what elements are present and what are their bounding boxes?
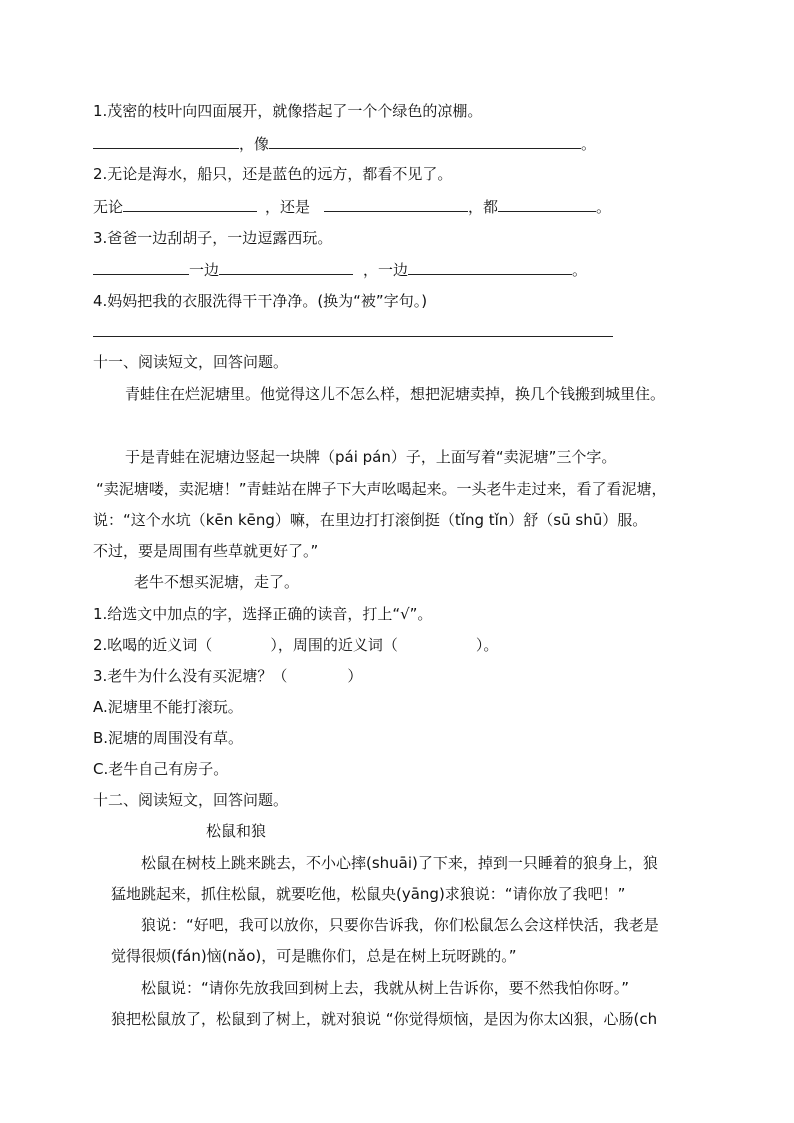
passage-line: 松鼠说：“请你先放我回到树上去，我就从树上告诉你，要不然我怕你呀。” [141,979,630,997]
q4-sentence: 4.妈妈把我的衣服洗得干干净净。(换为“被”字句。) [93,292,428,310]
q1-sentence: 1.茂密的枝叶向四面展开，就像搭起了一个个绿色的凉棚。 [93,102,483,120]
section11-heading: 十一、阅读短文，回答问题。 [93,353,289,371]
q2-word-3: ，都 [468,198,499,216]
passage-line: 松鼠在树枝上跳来跳去，不小心摔(shuāi)了下来，掉到一只睡着的狼身上，狼 [141,854,658,872]
q2-fill-line [93,196,611,217]
answer-blank[interactable] [93,133,239,149]
q1-connector: ，像 [239,135,270,153]
answer-blank[interactable] [93,259,189,275]
passage-line: “卖泥塘喽，卖泥塘！”青蛙站在牌子下大声吆喝起来。一头老牛走过来，看了看泥塘， [96,480,667,498]
answer-blank[interactable] [498,196,596,212]
q2-part-b: ），周围的近义词（ [270,636,398,654]
answer-line[interactable] [93,336,613,337]
answer-blank[interactable] [324,196,468,212]
q2-part-a: 2.吆喝的近义词（ [93,636,213,654]
passage-line: 于是青蛙在泥塘边竖起一块牌（pái pán）子，上面写着“卖泥塘”三个字。 [125,448,617,466]
q2-word-1: 无论 [93,198,124,216]
option-a: A.泥塘里不能打滚玩。 [93,698,243,716]
q3-word-2: ，一边 [363,261,409,279]
passage-line: 老牛不想买泥塘，走了。 [134,573,300,591]
q3-fill-line [93,259,587,280]
s11-question-2 [93,635,498,655]
passage-line: 狼说：“好吧，我可以放你，只要你告诉我，你们松鼠怎么会这样快活，我老是 [141,916,659,934]
answer-blank[interactable] [219,259,353,275]
story-title: 松鼠和狼 [206,822,267,840]
q3-part-b: ） [347,667,363,685]
s11-question-3 [93,666,362,686]
q2-end: 。 [596,198,612,216]
answer-blank[interactable] [408,259,572,275]
answer-blank[interactable] [123,196,257,212]
s11-question-1: 1.给选文中加点的字，选择正确的读音，打上“√”。 [93,605,433,623]
q3-part-a: 3.老牛为什么没有买泥塘？（ [93,667,288,685]
option-c: C.老牛自己有房子。 [93,760,229,778]
section12-heading: 十二、阅读短文，回答问题。 [93,791,289,809]
q2-part-c: ）。 [475,636,499,654]
passage-line: 说：“这个水坑（kēn kēng）嘛，在里边打打滚倒挺（tǐng tǐn）舒（sū shū）服。 [93,511,648,529]
q1-fill-line [93,133,596,154]
q3-sentence: 3.爸爸一边刮胡子，一边逗露西玩。 [93,229,333,247]
q2-sentence: 2.无论是海水，船只，还是蓝色的远方，都看不见了。 [93,165,453,183]
answer-blank[interactable] [269,133,581,149]
q3-word-1: 一边 [189,261,220,279]
passage-line: 猛地跳起来，抓住松鼠，就要吃他，松鼠央(yāng)求狼说：“请你放了我吧！” [111,885,626,903]
passage-line: 狼把松鼠放了，松鼠到了树上，就对狼说 “你觉得烦恼，是因为你太凶狠，心肠(ch [111,1010,658,1028]
option-b: B.泥塘的周围没有草。 [93,729,244,747]
q1-end: 。 [581,135,597,153]
passage-line: 青蛙住在烂泥塘里。他觉得这儿不怎么样，想把泥塘卖掉，换几个钱搬到城里住。 [125,385,666,403]
passage-line: 觉得很烦(fán)恼(nǎo)，可是瞧你们，总是在树上玩呀跳的。” [111,947,517,965]
q2-word-2: ，还是 [265,198,311,216]
passage-line: 不过，要是周围有些草就更好了。” [93,542,319,560]
q3-end: 。 [572,261,588,279]
